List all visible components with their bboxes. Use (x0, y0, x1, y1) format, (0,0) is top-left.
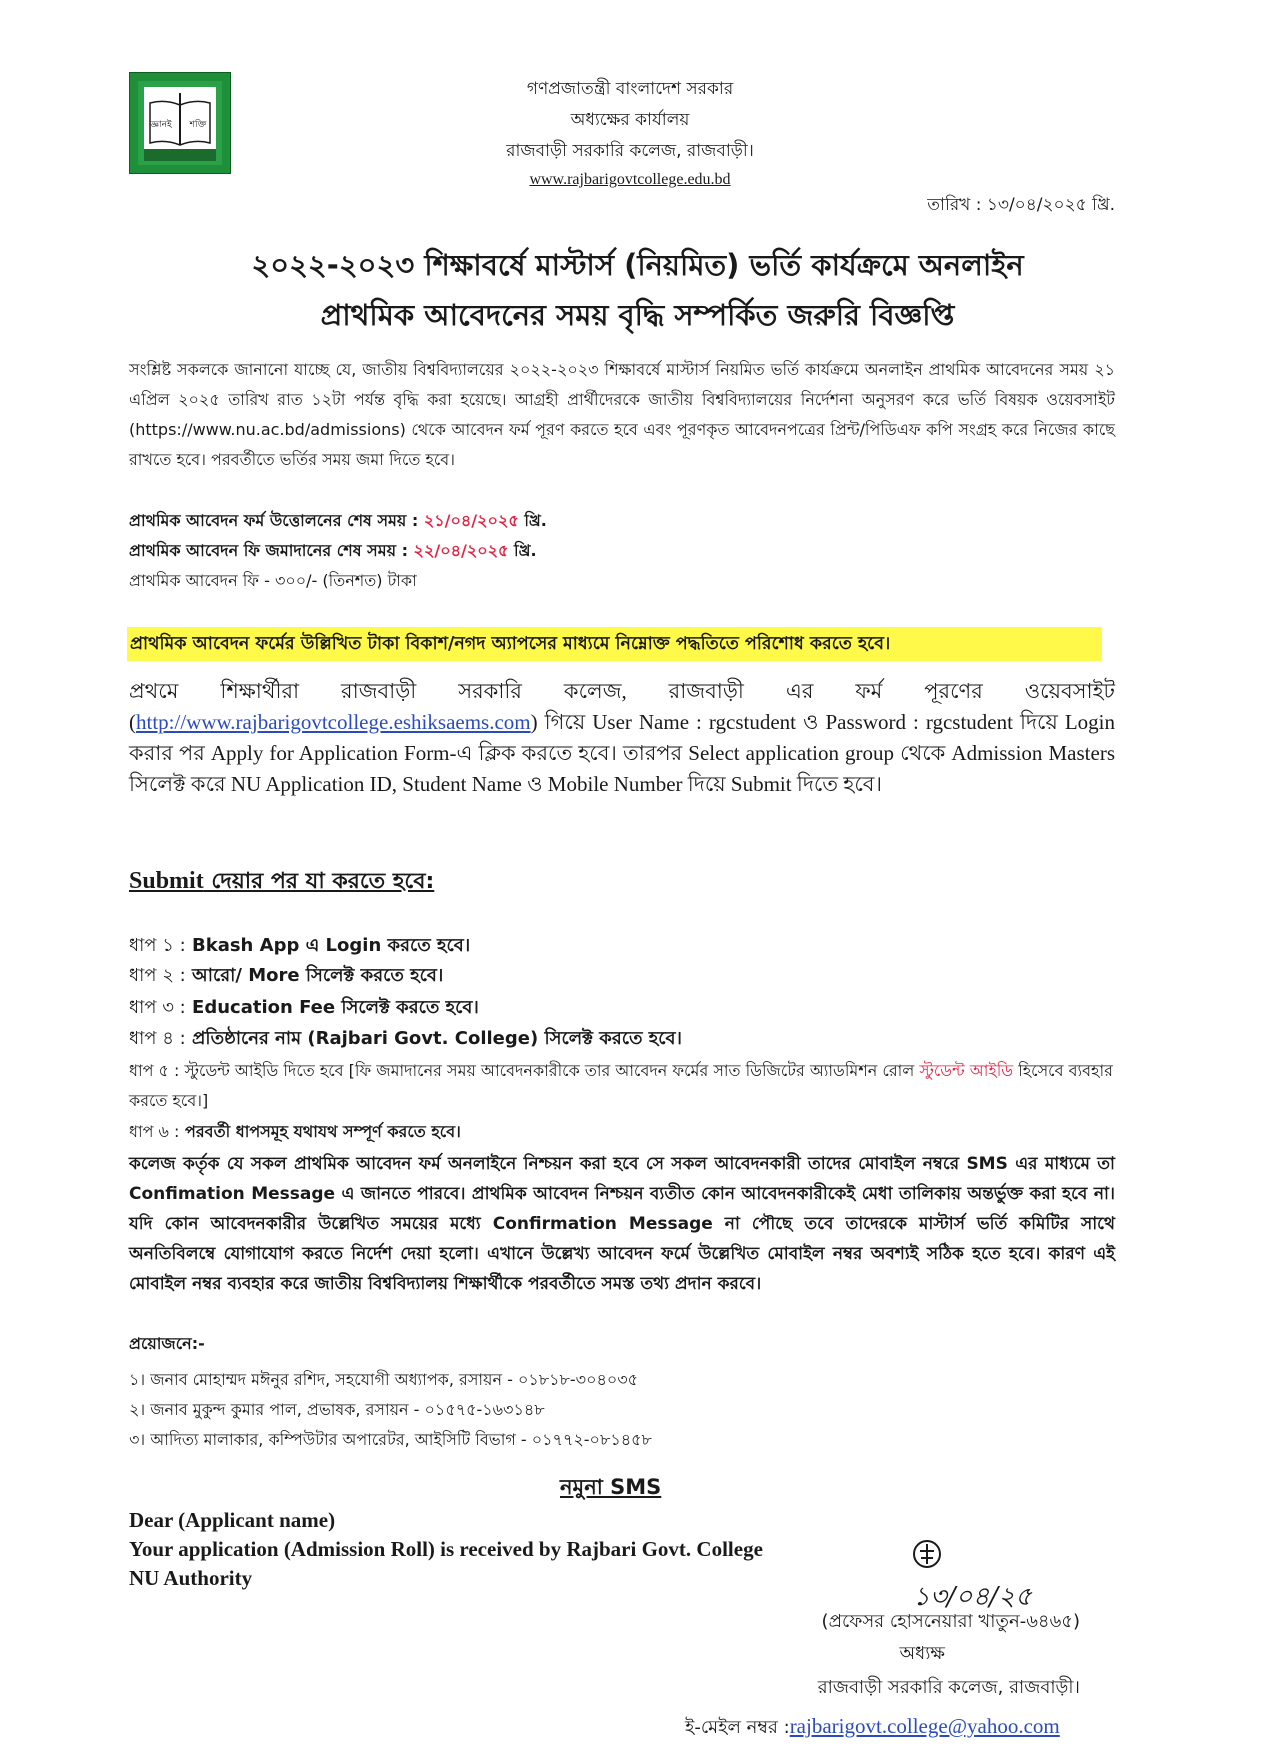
title-line-2: প্রাথমিক আবেদনের সময় বৃদ্ধি সম্পর্কিত জরুরি বিজ্ঞপ্তি (320, 298, 955, 332)
instructions-after-link: ) গিয়ে User Name : rgcstudent ও Password : rgcstudent দিয়ে Login করার পর Apply for Application Form-এ ক্লিক করতে হবে। তারপর Select application group থেকে Admission Masters সিলেক্ট করে NU Application ID, Student Name ও Mobile Number দিয়ে Submit দিতে হবে। (129, 710, 1115, 796)
sample-sms-line-1: Dear (Applicant name) (129, 1508, 336, 1532)
step-text: স্টুডেন্ট আইডি দিতে হবে [ফি জমাদানের সময় আবেদনকারীকে তার আবেদন ফর্মের সাত ডিজিটের অ্যাডমিশন রোল (184, 1061, 915, 1080)
email-label: ই-মেইল নম্বর : (685, 1717, 790, 1738)
contact-item: ৩। আদিত্য মালাকার, কম্পিউটার অপারেটর, আইসিটি বিভাগ - ০১৭৭২-০৮১৪৫৮ (129, 1430, 652, 1449)
contact-item: ১। জনাব মোহাম্মদ মঈনুর রশিদ, সহযোগী অধ্যাপক, রসায়ন - ০১৮১৮-৩০৪০৩৫ (129, 1370, 639, 1389)
sample-sms-heading: নমুনা SMS (560, 1475, 662, 1499)
after-submit-heading-en: Submit (129, 868, 204, 894)
step-2 (129, 961, 443, 991)
step-5 (129, 1056, 1115, 1116)
form-website-link[interactable]: http://www.rajbarigovtcollege.eshiksaems.com (136, 710, 531, 734)
step-4 (129, 1024, 682, 1054)
step-label: ধাপ ৫ : (129, 1061, 180, 1080)
after-submit-heading-bn: দেয়ার পর যা করতে হবে: (203, 869, 435, 894)
payment-highlight: প্রাথমিক আবেদন ফর্মের উল্লিখিত টাকা বিকাশ/নগদ অ্যাপসের মাধ্যমে নিম্নোক্ত পদ্ধতিতে পরিশোধ করতে হবে। (127, 627, 1102, 661)
office-header (420, 74, 840, 193)
sample-sms-line-2: Your application (Admission Roll) is received by Rajbari Govt. College (129, 1537, 763, 1561)
contacts-heading: প্রয়োজনে:- (129, 1334, 205, 1353)
fee-deadline (129, 536, 537, 566)
header-office: অধ্যক্ষের কার্যালয় (570, 110, 690, 130)
header-government: গণপ্রজাতন্ত্রী বাংলাদেশ সরকার (526, 79, 734, 99)
form-deadline-date: ২১/০৪/২০২৫ (423, 511, 519, 530)
fee-deadline-date: ২২/০৪/২০২৫ (413, 541, 509, 560)
sample-sms-line-3: NU Authority (129, 1566, 253, 1590)
step-text: পরবর্তী ধাপসমূহ যথাযথ সম্পূর্ণ করতে হবে। (185, 1122, 461, 1141)
form-deadline-label: প্রাথমিক আবেদন ফর্ম উত্তোলনের শেষ সময় : (129, 511, 419, 530)
notice-title (120, 240, 1155, 340)
svg-text:১৩/০৪/২৫: ১৩/০৪/২৫ (913, 1582, 1032, 1612)
step-text: আরো/ More সিলেক্ট করতে হবে। (192, 965, 444, 986)
signatory-name: (প্রফেসর হোসনেয়ারা খাতুন-৬৪৬৫) (821, 1611, 1080, 1632)
form-deadline-suffix: খ্রি. (524, 511, 547, 530)
notice-date: তারিখ : ১৩/০৪/২০২৫ খ্রি. (927, 195, 1115, 215)
step-label: ধাপ ৬ : (129, 1122, 180, 1141)
fee-deadline-label: প্রাথমিক আবেদন ফি জমাদানের শেষ সময় : (129, 541, 408, 560)
email-line (685, 1710, 1060, 1744)
instructions-before-link: প্রথমে শিক্ষার্থীরা রাজবাড়ী সরকারি কলেজ, রাজবাড়ী এর ফর্ম পূরণের ওয়েবসাইট ( (129, 679, 1115, 734)
title-line-1: ২০২২-২০২৩ শিক্ষাবর্ষে মাস্টার্স (নিয়মিত) ভর্তি কার্যক্রমে অনলাইন (251, 248, 1024, 282)
fee-deadline-suffix: খ্রি. (514, 541, 537, 560)
step-label: ধাপ ৪ : (129, 1028, 186, 1049)
logo-text-right: শক্তি (189, 120, 207, 130)
step-text: Bkash App এ Login করতে হবে। (192, 935, 471, 956)
step-text-end: হিসেবে ব্যবহার করতে হবে।] (129, 1061, 1113, 1110)
step-3 (129, 993, 479, 1023)
step-label: ধাপ ৩ : (129, 997, 186, 1018)
step-label: ধাপ ১ : (129, 935, 186, 956)
after-submit-heading (129, 864, 434, 901)
student-id-term: স্টুডেন্ট আইডি (919, 1061, 1014, 1080)
step-label: ধাপ ২ : (129, 965, 186, 986)
email-address-link[interactable]: rajbarigovt.college@yahoo.com (789, 1714, 1060, 1738)
logo-text-left: জ্ঞানই (150, 120, 172, 130)
confirmation-paragraph: কলেজ কর্তৃক যে সকল প্রাথমিক আবেদন ফর্ম অনলাইনে নিশ্চয়ন করা হবে সে সকল আবেদনকারী তাদের মোবাইল নম্বরে SMS এর মাধ্যমে তা Confimation Message এ জানতে পারবে। প্রাথমিক আবেদন নিশ্চয়ন ব্যতীত কোন আবেদনকারীকেই মেধা তালিকায় অন্তর্ভুক্ত করা হবে না। যদি কোন আবেদনকারীর উল্লেখিত সময়ের মধ্যে Confirmation Message না পৌছে তবে তাদেরকে মাস্টার্স ভর্তি কমিটির সাথে অনতিবিলম্বে যোগাযোগ করতে নির্দেশ দেয়া হলো। এখানে উল্লেখ্য আবেদন ফর্মে উল্লেখিত মোবাইল নম্বর অবশ্যই সঠিক হতে হবে। কারণ এই মোবাইল নম্বর ব্যবহার করে জাতীয় বিশ্ববিদ্যালয় শিক্ষার্থীকে পরবর্তীতে সমস্ত তথ্য প্রদান করবে। (129, 1154, 1115, 1294)
step-text: প্রতিষ্ঠানের নাম (Rajbari Govt. College) সিলেক্ট করতে হবে। (192, 1028, 682, 1049)
step-6 (129, 1117, 461, 1147)
instructions-paragraph (129, 676, 1115, 800)
step-text: Education Fee সিলেক্ট করতে হবে। (192, 997, 479, 1018)
college-logo (129, 72, 231, 174)
header-website-link[interactable]: www.rajbarigovtcollege.edu.bd (529, 171, 731, 188)
signatory-institution: রাজবাড়ী সরকারি কলেজ, রাজবাড়ী। (817, 1677, 1080, 1698)
signatory-designation: অধ্যক্ষ (899, 1643, 945, 1664)
step-1 (129, 931, 470, 961)
header-college: রাজবাড়ী সরকারি কলেজ, রাজবাড়ী। (506, 141, 754, 161)
form-deadline (129, 506, 547, 536)
initial-seal-icon (911, 1538, 943, 1570)
fee-amount: প্রাথমিক আবেদন ফি - ৩০০/- (তিনশত) টাকা (129, 571, 417, 590)
intro-paragraph: সংশ্লিষ্ট সকলকে জানানো যাচ্ছে যে, জাতীয় বিশ্ববিদ্যালয়ের ২০২২-২০২৩ শিক্ষাবর্ষে মাস্টার্স নিয়মিত ভর্তি কার্যক্রমে অনলাইন প্রাথমিক আবেদনের সময় ২১ এপ্রিল ২০২৫ তারিখ রাত ১২টা পর্যন্ত বৃদ্ধি করা হয়েছে। আগ্রহী প্রার্থীদেরকে জাতীয় বিশ্ববিদ্যালয়ের নির্দেশনা অনুসরণ করে ভর্তি বিষয়ক ওয়েবসাইট (https://www.nu.ac.bd/admissions) থেকে আবেদন ফর্ম পূরণ করতে হবে এবং পূরণকৃত আবেদনপত্রের প্রিন্ট/পিডিএফ কপি সংগ্রহ করে নিজের কাছে রাখতে হবে। পরবর্তীতে ভর্তির সময় জমা দিতে হবে। (129, 360, 1115, 469)
contact-item: ২। জনাব মুকুন্দ কুমার পাল, প্রভাষক, রসায়ন - ০১৫৭৫-১৬৩১৪৮ (129, 1400, 545, 1419)
